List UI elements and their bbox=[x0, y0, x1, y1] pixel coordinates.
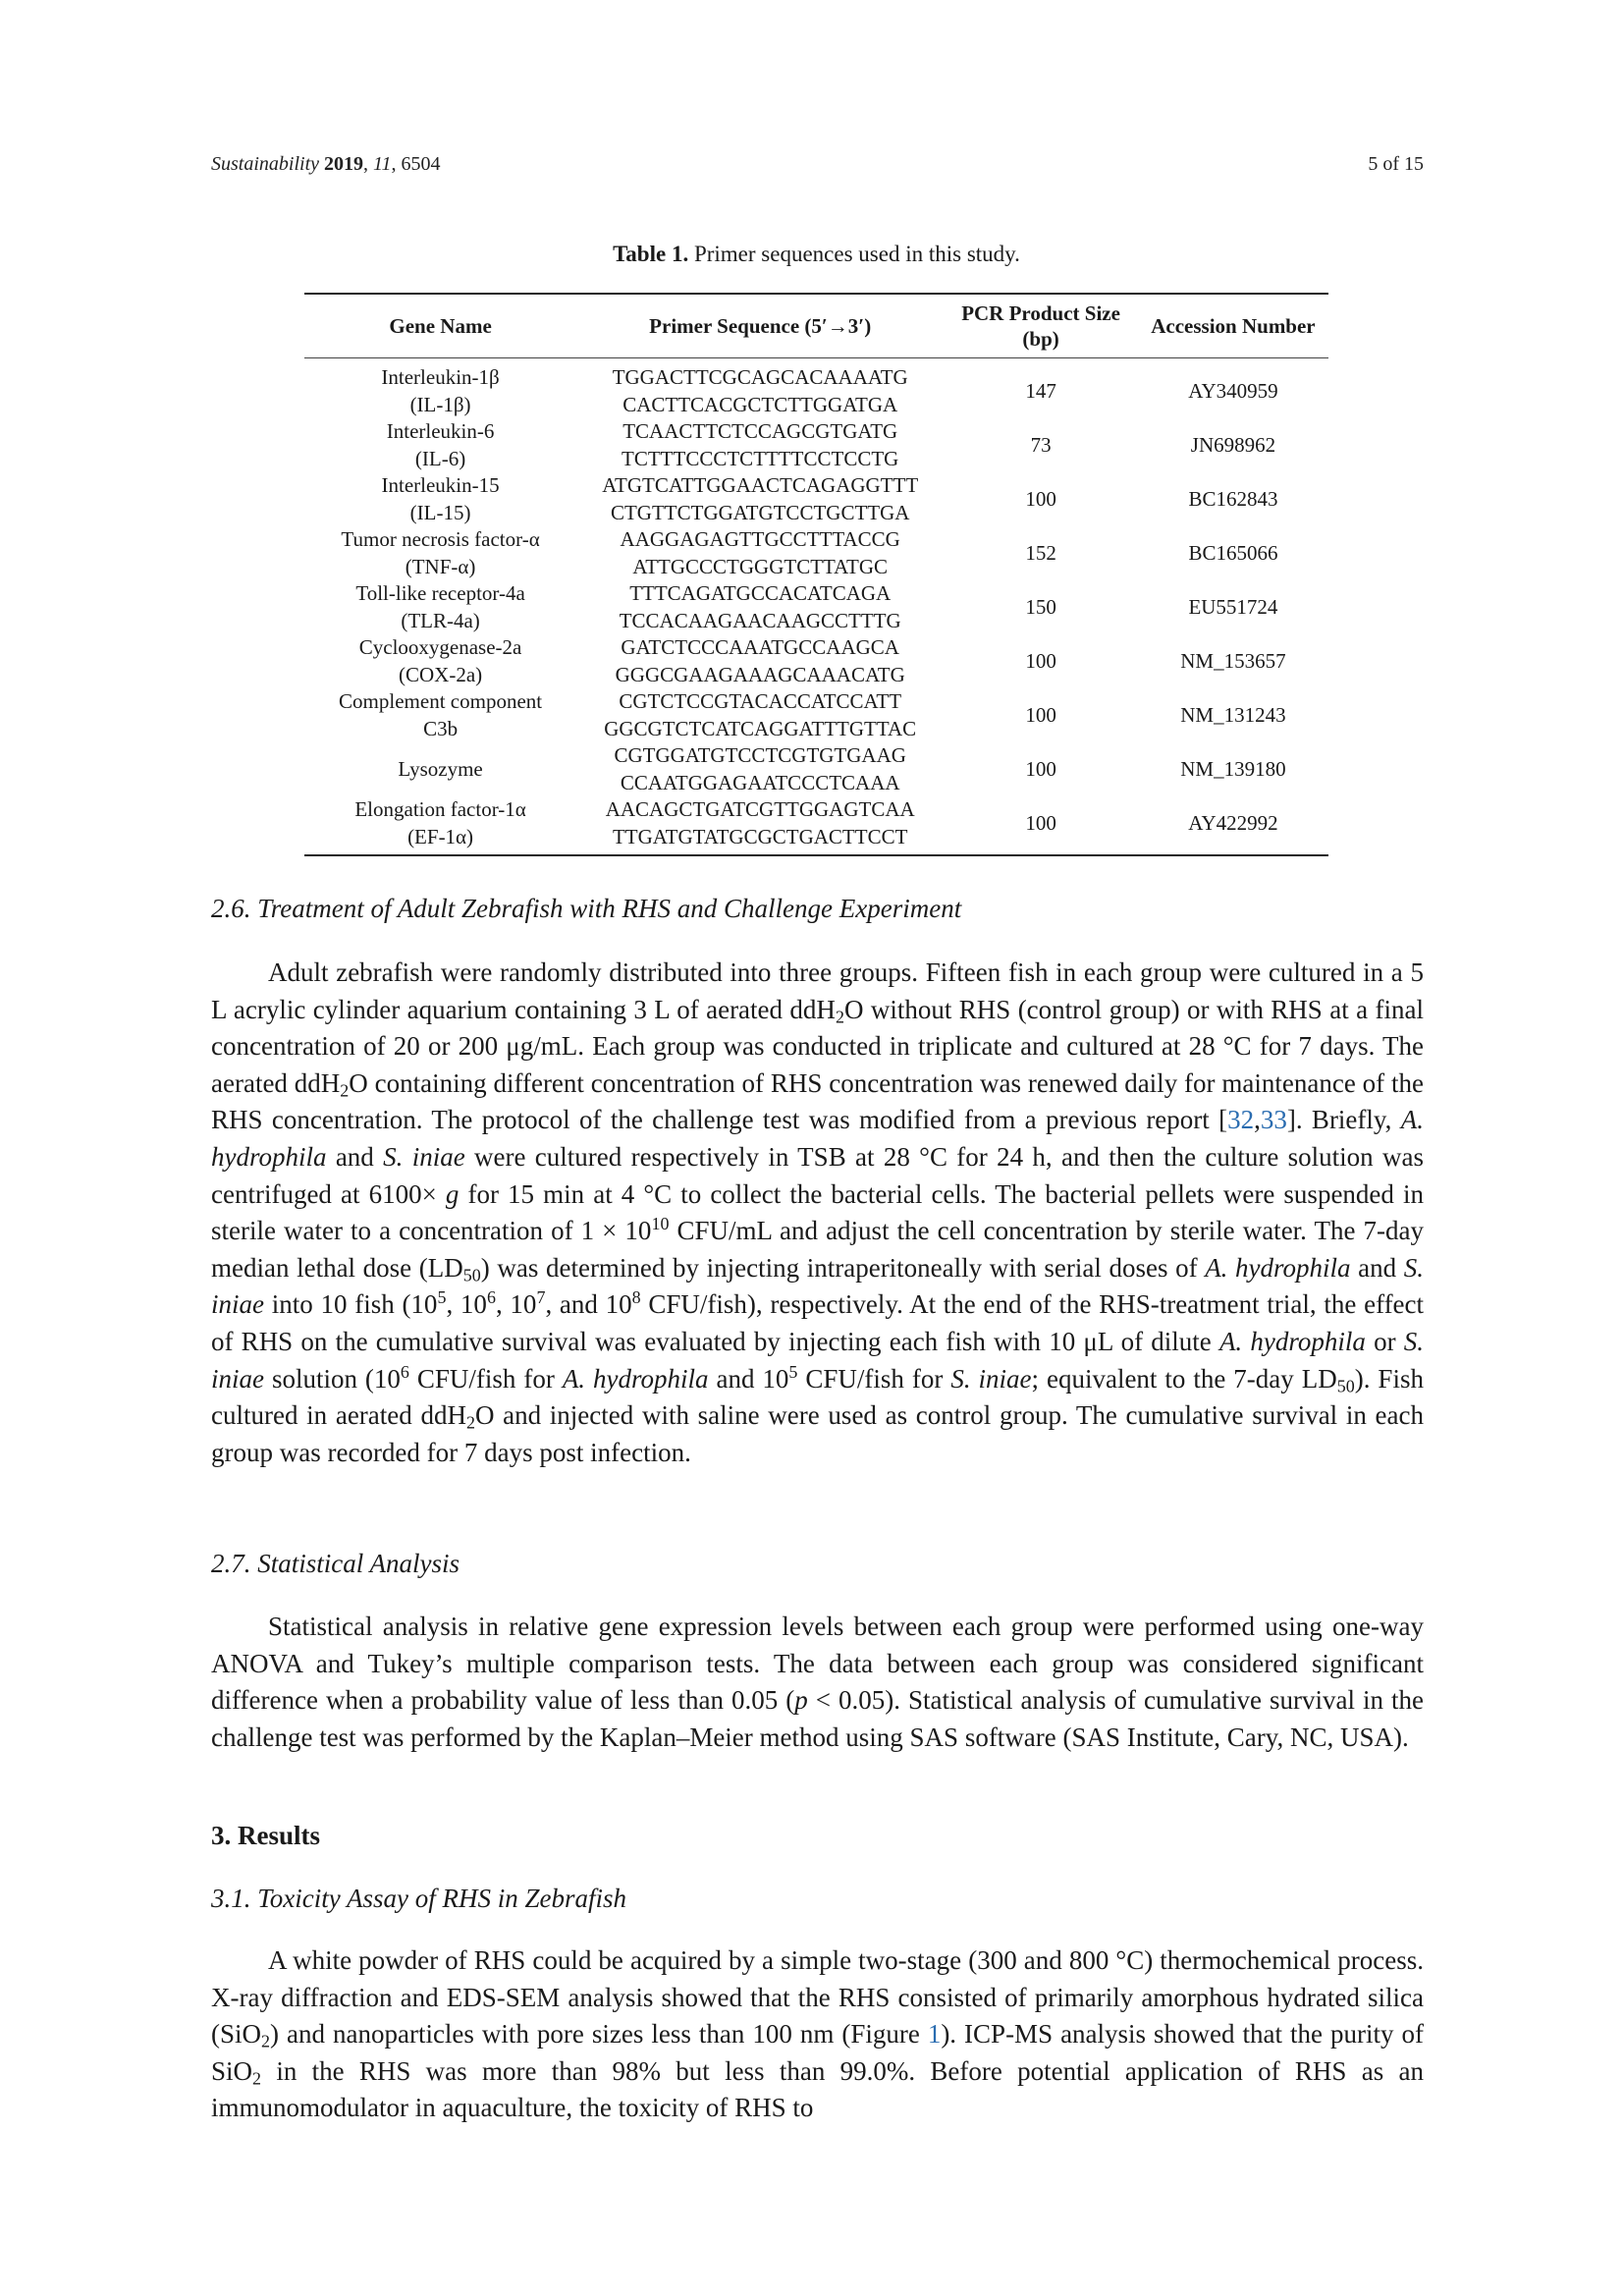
primer-sequence: TCAACTTCTCCAGCGTGATG bbox=[622, 419, 898, 443]
page-number: 5 of 15 bbox=[1368, 153, 1424, 175]
gene-name-line: (IL-15) bbox=[409, 500, 471, 524]
accession-number-cell: AY422992 bbox=[1188, 810, 1278, 835]
primer-sequence: TCTTTCCCTCTTTTCCTCCTG bbox=[622, 446, 899, 470]
primer-sequence-cell bbox=[576, 742, 944, 796]
section-2-6-body bbox=[211, 955, 1424, 1471]
citation-link[interactable]: 32 bbox=[1227, 1105, 1255, 1135]
primer-sequence-cell bbox=[576, 358, 944, 419]
table-row bbox=[304, 634, 1328, 688]
product-size-cell: 100 bbox=[1025, 810, 1056, 835]
table-row bbox=[304, 418, 1328, 472]
product-size-cell: 100 bbox=[1025, 486, 1056, 511]
product-size-cell: 150 bbox=[1025, 594, 1056, 619]
primer-sequence: TGGACTTCGCAGCACAAAATG bbox=[612, 365, 908, 389]
primer-sequence: CGTCTCCGTACACCATCCATT bbox=[619, 689, 902, 713]
primer-sequence-cell bbox=[576, 472, 944, 526]
product-size-cell: 100 bbox=[1025, 648, 1056, 673]
section-2-6-heading: 2.6. Treatment of Adult Zebrafish with RHS and Challenge Experiment bbox=[211, 894, 962, 923]
table-row bbox=[304, 796, 1328, 855]
product-size-cell: 100 bbox=[1025, 702, 1056, 727]
accession-number-cell: JN698962 bbox=[1190, 432, 1276, 457]
gene-name-line: Complement component bbox=[339, 689, 543, 713]
primer-sequence: TTGATGTATGCGCTGACTTCCT bbox=[612, 824, 908, 848]
column-header-size: PCR Product Size (bp) bbox=[961, 301, 1120, 351]
section-2-7-heading: 2.7. Statistical Analysis bbox=[211, 1549, 460, 1578]
product-size-cell: 100 bbox=[1025, 756, 1056, 781]
primer-sequence: AACAGCTGATCGTTGGAGTCAA bbox=[605, 797, 915, 821]
article-number: 6504 bbox=[401, 153, 441, 175]
accession-number-cell: EU551724 bbox=[1188, 594, 1278, 619]
section-3-1-heading: 3.1. Toxicity Assay of RHS in Zebrafish bbox=[211, 1884, 627, 1913]
primer-sequence: CTGTTCTGGATGTCCTGCTTGA bbox=[610, 500, 910, 524]
running-head bbox=[211, 153, 1424, 176]
gene-name-line: Elongation factor-1α bbox=[354, 797, 526, 821]
primer-sequence: GGGCGAAGAAAGCAAACATG bbox=[615, 662, 905, 686]
gene-name-line: Interleukin-6 bbox=[386, 419, 495, 443]
gene-name-cell bbox=[304, 688, 576, 742]
table-row bbox=[304, 688, 1328, 742]
gene-name-line: Cyclooxygenase-2a bbox=[358, 635, 522, 659]
accession-number-cell: NM_153657 bbox=[1180, 648, 1286, 673]
gene-name-line: (IL-6) bbox=[414, 446, 466, 470]
primer-sequence: ATGTCATTGGAACTCAGAGGTTT bbox=[602, 473, 919, 497]
primer-sequence: TCCACAAGAACAAGCCTTTG bbox=[619, 608, 901, 632]
primer-table bbox=[304, 293, 1328, 856]
gene-name-cell bbox=[304, 742, 576, 796]
paragraph: A white powder of RHS could be acquired by a simple two-stage (300 and 800 °C) thermochemical process. X-ray diffraction and EDS-SEM analysis showed that the RHS consisted of primarily amorphous hydrated silica (SiO$_2$) and nanoparticles with pore sizes less than 100 nm (Figure 1). ICP-MS analysis showed that the purity of SiO$_2$ in the RHS was more than 98% but less than 99.0%. Before potential application of RHS as an immunomodulator in aquaculture, the toxicity of RHS to bbox=[211, 1945, 1424, 2123]
primer-sequence-cell bbox=[576, 526, 944, 580]
accession-number-cell: AY340959 bbox=[1188, 378, 1278, 403]
gene-name-cell bbox=[304, 580, 576, 634]
column-header-gene: Gene Name bbox=[389, 314, 492, 338]
table-row bbox=[304, 742, 1328, 796]
gene-name-line: (EF-1α) bbox=[407, 824, 474, 848]
primer-sequence: TTTCAGATGCCACATCAGA bbox=[629, 581, 892, 605]
section-3-heading: 3. Results bbox=[211, 1821, 321, 1850]
column-header-accession: Accession Number bbox=[1151, 314, 1316, 338]
gene-name-line: Toll-like receptor-4a bbox=[355, 581, 525, 605]
gene-name-line: (TLR-4a) bbox=[401, 608, 480, 632]
journal-volume: 11 bbox=[373, 153, 392, 175]
journal-citation: Sustainability 2019, 11, 6504 bbox=[211, 153, 441, 175]
product-size-cell: 147 bbox=[1025, 378, 1056, 403]
primer-sequence-cell bbox=[576, 634, 944, 688]
gene-name-cell bbox=[304, 358, 576, 419]
journal-year: 2019 bbox=[324, 153, 363, 175]
gene-name-line: (IL-1β) bbox=[409, 392, 471, 416]
paragraph: Adult zebrafish were randomly distributed into three groups. Fifteen fish in each group were cultured in a 5 L acrylic cylinder aquarium containing 3 L of aerated ddH$_2$O without RHS (control group) or with RHS at a final concentration of 20 or 200 μg/mL. Each group was conducted in triplicate and cultured at 28 °C for 7 days. The aerated ddH$_2$O containing different concentration of RHS concentration was renewed daily for maintenance of the RHS concentration. The protocol of the challenge test was modified from a previous report [32,33]. Briefly, A. hydrophila and S. iniae were cultured respectively in TSB at 28 °C for 24 h, and then the culture solution was centrifuged at 6100× g for 15 min at 4 °C to collect the bacterial cells. The bacterial pellets were suspended in sterile water to a concentration of $1 \times 10^{10}$ CFU/mL and adjust the cell concentration by sterile water. The 7-day median lethal dose $(LD_{50})$ was determined by injecting intraperitoneally with serial doses of A. hydrophila and S. iniae into 10 fish ($10^5$, $10^6$, $10^7$, and $10^8$ CFU/fish), respectively. At the end of the RHS-treatment trial, the effect of RHS on the cumulative survival was evaluated by injecting each fish with 10 μL of dilute A. hydrophila or S. iniae solution ($10^6$ CFU/fish for A. hydrophila and $10^5$ CFU/fish for S. iniae; equivalent to the 7-day $LD_{50}$). Fish cultured in aerated ddH$_2$O and injected with saline were used as control group. The cumulative survival in each group was recorded for 7 days post infection. bbox=[211, 957, 1425, 1467]
primer-sequence-cell bbox=[576, 688, 944, 742]
accession-number-cell: NM_131243 bbox=[1180, 702, 1286, 727]
table-header-row bbox=[304, 294, 1328, 358]
primer-sequence: CCAATGGAGAATCCCTCAAA bbox=[620, 770, 900, 794]
gene-name-cell bbox=[304, 472, 576, 526]
section-3-1-body bbox=[211, 1942, 1424, 2127]
gene-name-line: C3b bbox=[423, 716, 459, 740]
paragraph: Statistical analysis in relative gene expression levels between each group were performed using one-way ANOVA and Tukey’s multiple comparison tests. The data between each group was considered significant difference when a probability value of less than 0.05 (p < 0.05). Statistical analysis of cumulative survival in the challenge test was performed by the Kaplan–Meier method using SAS software (SAS Institute, Cary, NC, USA). bbox=[211, 1612, 1425, 1752]
gene-name-line: Tumor necrosis factor-α bbox=[341, 527, 540, 551]
gene-name-line: Interleukin-1β bbox=[381, 365, 500, 389]
table-row bbox=[304, 526, 1328, 580]
gene-name-cell bbox=[304, 796, 576, 855]
primer-sequence-cell bbox=[576, 796, 944, 855]
accession-number-cell: BC165066 bbox=[1188, 540, 1278, 565]
table-row bbox=[304, 580, 1328, 634]
column-header-primer: Primer Sequence (5′→3′) bbox=[649, 314, 872, 338]
table-row bbox=[304, 358, 1328, 419]
journal-name: Sustainability bbox=[211, 153, 319, 175]
accession-number-cell: BC162843 bbox=[1188, 486, 1278, 511]
section-2-7-body bbox=[211, 1609, 1424, 1756]
primer-sequence: ATTGCCCTGGGTCTTATGC bbox=[632, 554, 889, 578]
primer-sequence: CGTGGATGTCCTCGTGTGAAG bbox=[614, 743, 906, 767]
gene-name-cell bbox=[304, 526, 576, 580]
primer-sequence-cell bbox=[576, 418, 944, 472]
gene-name-line: Lysozyme bbox=[398, 756, 483, 781]
table-caption-text: Primer sequences used in this study. bbox=[693, 242, 1020, 266]
gene-name-line: (COX-2a) bbox=[399, 662, 483, 686]
table-row bbox=[304, 472, 1328, 526]
product-size-cell: 73 bbox=[1030, 432, 1052, 457]
product-size-cell: 152 bbox=[1025, 540, 1056, 565]
primer-sequence-cell bbox=[576, 580, 944, 634]
citation-link[interactable]: 33 bbox=[1260, 1105, 1287, 1135]
primer-sequence: CACTTCACGCTCTTGGATGA bbox=[622, 392, 898, 416]
gene-name-cell bbox=[304, 634, 576, 688]
figure-link[interactable]: 1 bbox=[927, 2019, 942, 2050]
primer-sequence: GGCGTCTCATCAGGATTTGTTAC bbox=[604, 716, 917, 740]
gene-name-line: (TNF-α) bbox=[405, 554, 476, 578]
table-caption bbox=[304, 242, 1328, 267]
primer-sequence: GATCTCCCAAATGCCAAGCA bbox=[621, 635, 899, 659]
primer-sequence: AAGGAGAGTTGCCTTTACCG bbox=[620, 527, 900, 551]
accession-number-cell: NM_139180 bbox=[1180, 756, 1286, 781]
table-label: Table 1. bbox=[613, 242, 689, 266]
gene-name-cell bbox=[304, 418, 576, 472]
gene-name-line: Interleukin-15 bbox=[381, 473, 500, 497]
